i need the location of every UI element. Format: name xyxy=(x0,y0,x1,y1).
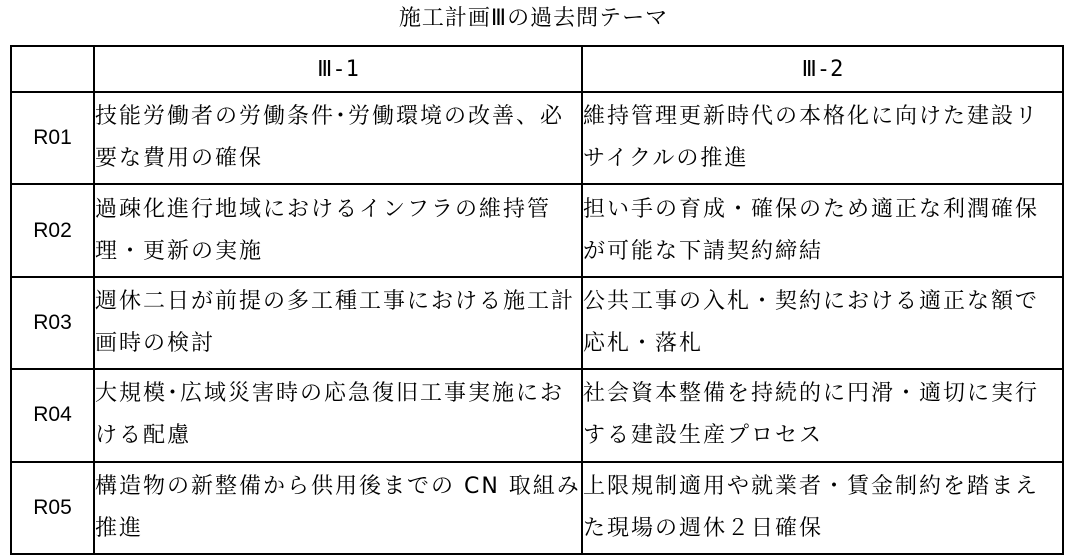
theme-iii-1-cell: 構造物の新整備から供用後までの CN 取組み推進 xyxy=(94,462,582,554)
year-cell: R05 xyxy=(11,462,94,554)
theme-iii-2-cell: 担い手の育成・確保のため適正な利潤確保が可能な下請契約締結 xyxy=(582,184,1063,276)
theme-iii-2-cell: 維持管理更新時代の本格化に向けた建設リサイクルの推進 xyxy=(582,92,1063,184)
year-cell: R01 xyxy=(11,92,94,184)
theme-iii-1-cell: 大規模･広域災害時の応急復旧工事実施における配慮 xyxy=(94,369,582,461)
year-cell: R03 xyxy=(11,277,94,369)
theme-iii-1-cell: 過疎化進行地域におけるインフラの維持管理・更新の実施 xyxy=(94,184,582,276)
page-title: 施工計画Ⅲの過去問テーマ xyxy=(398,6,669,31)
year-cell: R02 xyxy=(11,184,94,276)
table-row xyxy=(11,184,1063,276)
table-row xyxy=(11,92,1063,184)
header-iii-1: Ⅲ-1 xyxy=(94,46,582,92)
theme-iii-1-cell: 週休二日が前提の多工種工事における施工計画時の検討 xyxy=(94,277,582,369)
header-iii-2: Ⅲ-2 xyxy=(582,46,1063,92)
table-row xyxy=(11,277,1063,369)
theme-iii-2-cell: 上限規制適用や就業者・賃金制約を踏まえた現場の週休２日確保 xyxy=(582,462,1063,554)
theme-iii-2-cell: 社会資本整備を持続的に円滑・適切に実行する建設生産プロセス xyxy=(582,369,1063,461)
past-exam-themes-table xyxy=(10,45,1064,555)
header-corner-cell xyxy=(11,46,94,92)
table-header-row xyxy=(11,46,1063,92)
table-row xyxy=(11,369,1063,461)
table-row xyxy=(11,462,1063,554)
year-cell: R04 xyxy=(11,369,94,461)
theme-iii-2-cell: 公共工事の入札・契約における適正な額で応札・落札 xyxy=(582,277,1063,369)
theme-iii-1-cell: 技能労働者の労働条件･労働環境の改善、必要な費用の確保 xyxy=(94,92,582,184)
